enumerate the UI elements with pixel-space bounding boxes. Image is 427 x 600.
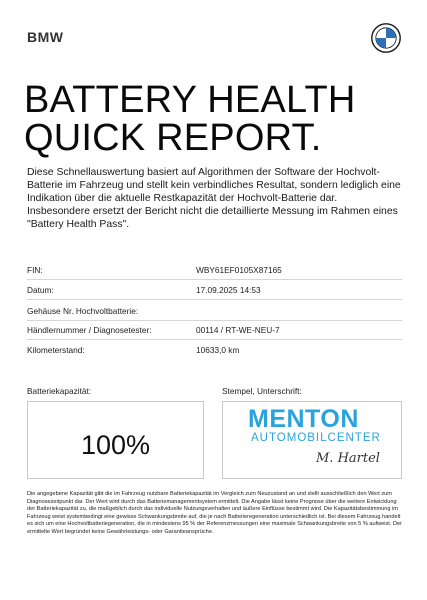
divider: [27, 299, 402, 300]
field-value-dealer-tester: 00114 / RT-WE-NEU-7: [196, 325, 280, 335]
stamp-label: Stempel, Unterschrift:: [222, 386, 302, 396]
field-label-fin: FIN:: [27, 265, 43, 275]
stamp-company: MENTON: [248, 405, 359, 433]
field-label-battery-housing: Gehäuse Nr. Hochvoltbatterie:: [27, 306, 139, 316]
report-title-line-2: QUICK REPORT.: [24, 117, 322, 159]
divider: [27, 339, 402, 340]
field-value-date: 17.09.2025 14:53: [196, 285, 261, 295]
stamp-subtitle: AUTOMOBILCENTER: [251, 432, 381, 444]
bmw-roundel-icon: [371, 23, 401, 53]
intro-paragraph: Diese Schnellauswertung basiert auf Algorithmen der Software der Hochvolt-Batterie im Fahrzeug und stellt kein verbindliches Resultat, sondern lediglich eine Indikation über die aktuelle Restkapazität der Hochvolt-Batterie dar. Insbesondere ersetzt der Bericht nicht die detaillierte Messung im Rahmen eines "Battery Health Pass".: [27, 167, 401, 230]
field-label-dealer-tester: Händlernummer / Diagnosetester:: [27, 325, 152, 335]
footnote: Die angegebene Kapazität gibt die im Fahrzeug nutzbare Batteriekapazität im Vergleich zum Neuzustand an und stellt ausschließlich den Wert zum Diagnosezeitpunkt dar. Der Wert wird durch das Batteriemanagementsystem ermittelt. Die Angabe lässt keine Prognose über die weitere Entwicklung der Batteriekapazität zu, die maßgeblich durch das individuelle Nutzungsverhalten und äußere Einflüsse bestimmt wird. Die Kapazitätsbestimmung im Fahrzeug weist systembedingt eine gewisse Schwankungsbreite auf, die je nach Batterieregeneration unterschiedlich ist. Bei diesem Fahrzeug handelt es sich um eine Hochvoltbatteriegeneration, die in mindestens 95 % der Referenzmessungen eine maximale Schwankungsbreite von 5 % aufweist. Der ermittelte Wert begründet keine Gewährleistungs- oder Garantieansprüche.: [27, 491, 402, 535]
field-value-fin: WBY61EF0105X87165: [196, 265, 282, 275]
field-value-mileage: 10633,0 km: [196, 345, 240, 355]
capacity-box: [27, 401, 204, 479]
divider: [27, 320, 402, 321]
capacity-value: 100%: [80, 430, 151, 460]
capacity-label: Batteriekapazität:: [27, 386, 92, 396]
divider: [27, 279, 402, 280]
brand-name: BMW: [27, 29, 64, 45]
field-label-mileage: Kilometerstand:: [27, 345, 85, 355]
signature: M. Hartel: [316, 451, 380, 466]
field-label-date: Datum:: [27, 285, 54, 295]
report-title-line-1: BATTERY HEALTH: [24, 79, 356, 121]
report-title: [24, 81, 356, 157]
